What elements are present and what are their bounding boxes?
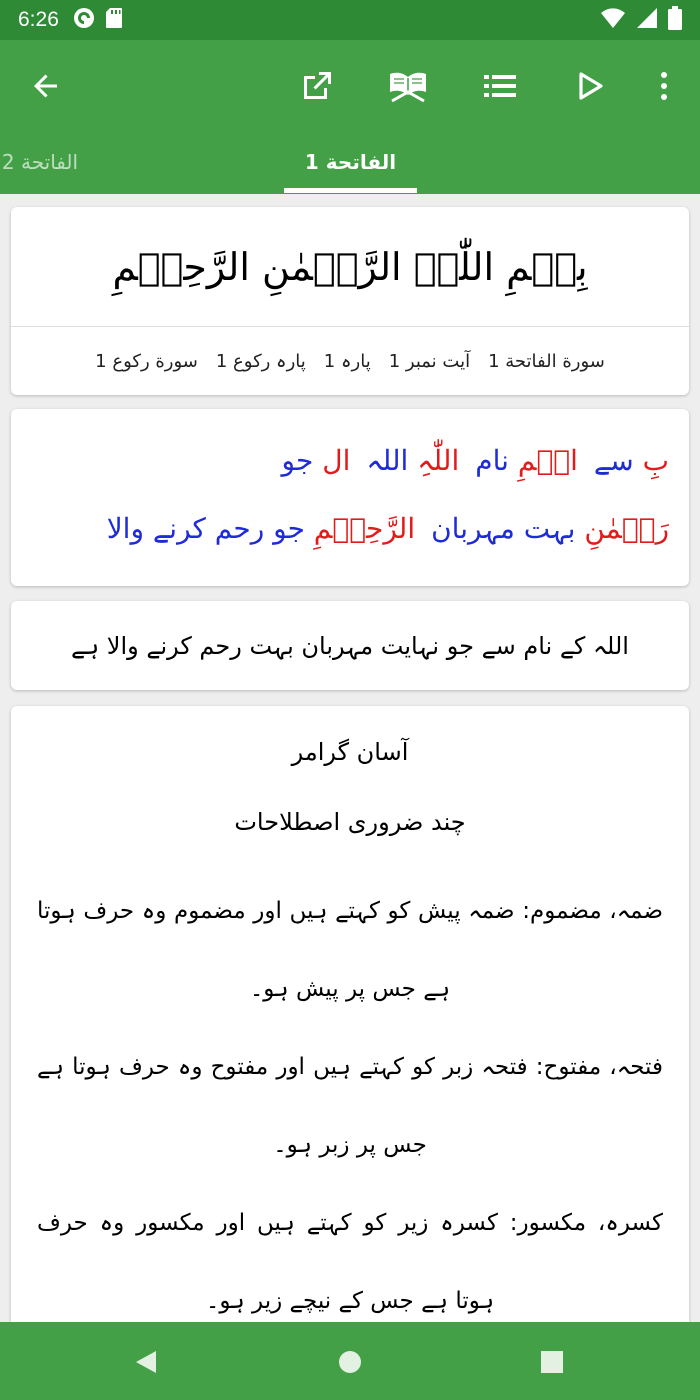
nav-recents-icon[interactable]: [532, 1342, 572, 1382]
urdu-meaning: جو رحم کرنے والا: [106, 512, 305, 545]
grammar-subtitle: چند ضروری اصطلاحات: [234, 808, 466, 836]
nav-home-icon[interactable]: [330, 1342, 370, 1382]
tab-al-fatiha-1[interactable]: الفاتحة 1: [304, 150, 397, 174]
verse-meta: [11, 327, 689, 395]
share-external-icon[interactable]: [293, 62, 341, 110]
wifi-icon: [600, 7, 626, 33]
word-pair: [107, 505, 415, 553]
meta-para-ruku: پارہ رکوع 1: [215, 350, 306, 372]
cellular-signal-icon: [636, 7, 658, 33]
tab-indicator: [284, 188, 417, 193]
status-time: 6:26: [18, 8, 59, 31]
pocket-casts-icon: [73, 7, 95, 33]
arabic-word: اللّٰہِ: [417, 444, 460, 477]
verse-card: [11, 207, 689, 395]
meta-surah: سورة الفاتحة 1: [488, 350, 605, 372]
meta-para: پارہ 1: [323, 350, 371, 372]
grammar-title: آسان گرامر: [291, 738, 409, 766]
grammar-paragraph: ضمہ، مضموم: ضمہ پیش کو کہتے ہیں اور مضموم وہ حرف ہوتا ہے جس پر پیش ہو۔: [37, 898, 663, 1002]
urdu-meaning: سے: [593, 444, 634, 477]
app-bar: [0, 40, 700, 130]
arabic-word: ال: [322, 444, 351, 477]
tab-al-fatiha-2[interactable]: الفاتحة 2: [1, 150, 79, 174]
play-icon[interactable]: [566, 62, 614, 110]
back-arrow-icon[interactable]: [22, 62, 70, 110]
list-icon[interactable]: [476, 62, 524, 110]
system-nav-bar: [0, 1322, 700, 1400]
meta-surah-ruku: سورة رکوع 1: [95, 350, 198, 372]
status-bar: [0, 0, 700, 40]
translation-card: [11, 601, 689, 690]
word-pair: [431, 505, 669, 553]
word-by-word-card: [11, 409, 689, 586]
surah-tabs: [0, 130, 700, 194]
word-pair: [594, 437, 669, 485]
battery-icon: [668, 6, 682, 34]
urdu-meaning: اللہ: [366, 444, 409, 477]
meta-ayat-number: آیت نمبر 1: [388, 350, 471, 372]
word-pair: [475, 437, 578, 485]
grammar-paragraph: کسرہ، مکسور: کسرہ زیر کو کہتے ہیں اور مکسور وہ حرف ہوتا ہے جس کے نیچے زیر ہو۔: [37, 1210, 663, 1314]
nav-back-icon[interactable]: [126, 1342, 166, 1382]
grammar-paragraph: فتحہ، مفتوح: فتحہ زبر کو کہتے ہیں اور مفتوح وہ حرف ہوتا ہے جس پر زبر ہو۔: [37, 1054, 663, 1158]
grammar-card: [11, 706, 689, 1346]
word-pair: [282, 437, 351, 485]
urdu-meaning: بہت مہربان: [431, 512, 576, 545]
urdu-meaning: جو: [281, 444, 314, 477]
word-by-word-list: [31, 437, 669, 553]
arabic-word: اسۡمِ: [517, 444, 578, 477]
urdu-translation: اللہ کے نام سے جو نہایت مہربان بہت رحم کرنے والا ہے: [71, 631, 629, 660]
word-pair: [366, 437, 459, 485]
urdu-meaning: نام: [475, 444, 509, 477]
overflow-menu-icon[interactable]: [640, 62, 688, 110]
arabic-verse: بِسۡمِ اللّٰہِ الرَّحۡمٰنِ الرَّحِیۡمِ: [11, 207, 689, 327]
arabic-word: الرَّحِیۡمِ: [313, 512, 416, 545]
arabic-word: رَحۡمٰنِ: [584, 512, 669, 545]
quran-stand-icon[interactable]: [384, 62, 432, 110]
sd-card-icon: [105, 7, 123, 33]
arabic-word: بِ: [642, 444, 669, 477]
